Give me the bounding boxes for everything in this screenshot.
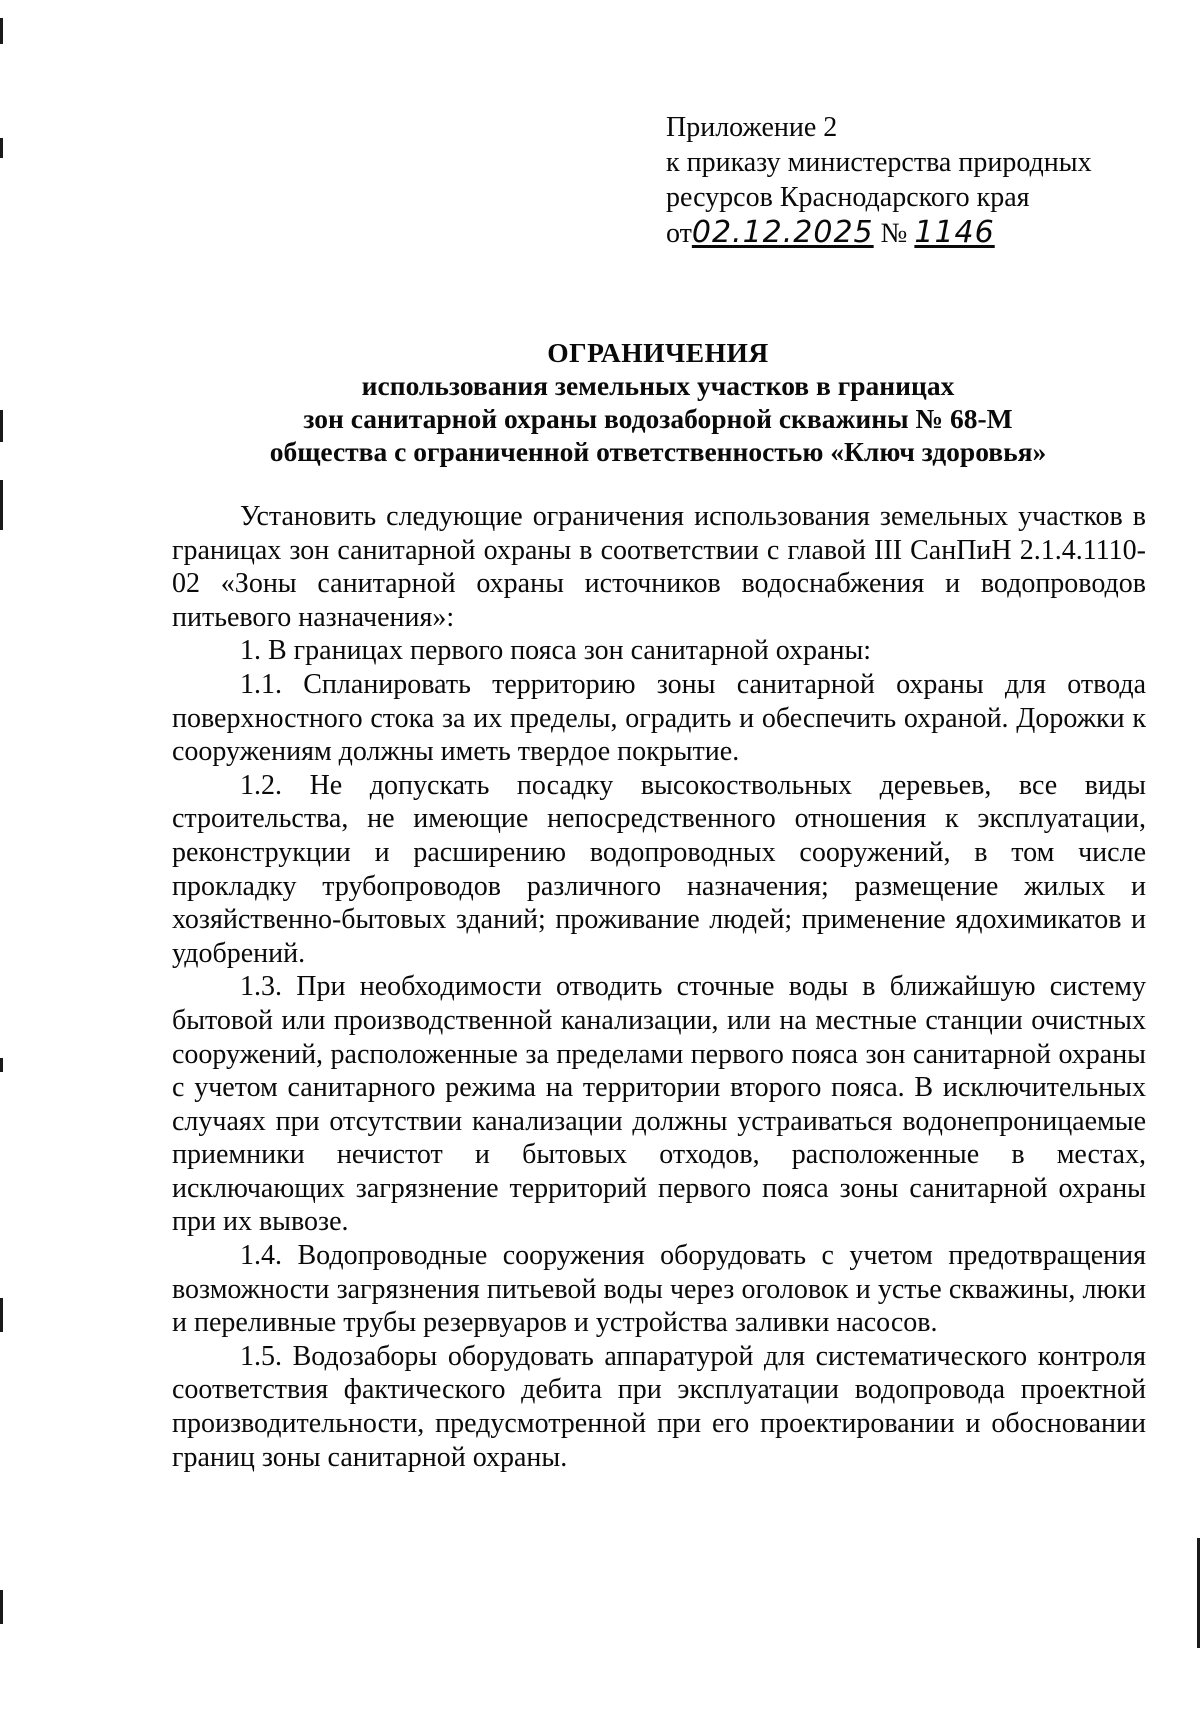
annex-date-line — [666, 215, 1092, 251]
scan-edge-mark — [0, 18, 3, 44]
scan-edge-mark — [0, 410, 3, 442]
document-body — [172, 500, 1146, 1474]
paragraph-1-1: 1.1. Спланировать территорию зоны санитарной охраны для отвода поверхностного стока за их пределы, оградить и обеспечить охраной. Дорожки к сооружениям должны иметь твердое покрытие. — [172, 668, 1146, 768]
handwritten-number: 1146 — [914, 215, 995, 250]
paragraph-intro: Установить следующие ограничения использования земельных участков в границах зон санитарной охраны в соответствии с главой III СанПиН 2.1.4.1110-02 «Зоны санитарной охраны источников водоснабжения и водопроводов питьевого назначения»: — [172, 501, 1146, 633]
title-line-1: использования земельных участков в границах — [361, 370, 955, 401]
paragraph-1-3: 1.3. При необходимости отводить сточные воды в ближайшую систему бытовой или производственной канализации, или на местные станции очистных сооружений, расположенные за пределами первого пояса зон санитарной охраны с учетом санитарного режима на территории второго пояса. В исключительных случаях при отсутствии канализации должны устраиваться водонепроницаемые приемники нечистот и бытовых отходов, расположенные в местах, исключающих загрязнение территорий первого пояса зоны санитарной охраны при их вывозе. — [172, 971, 1146, 1238]
annex-line-2: к приказу министерства природных — [666, 147, 1092, 178]
title-main: ОГРАНИЧЕНИЯ — [547, 337, 769, 368]
scan-edge-mark — [0, 1058, 3, 1072]
annex-header — [666, 110, 1092, 251]
handwritten-date: 02.12.2025 — [691, 215, 874, 250]
title-line-3: общества с ограниченной ответственностью «Ключ здоровья» — [269, 436, 1047, 467]
title-line-2: зон санитарной охраны водозаборной скважины № 68-М — [303, 403, 1013, 434]
paragraph-1-4: 1.4. Водопроводные сооружения оборудовать с учетом предотвращения возможности загрязнения питьевой воды через оголовок и устье скважины, люки и переливные трубы резервуаров и устройства заливки насосов. — [172, 1240, 1146, 1339]
paragraph-1: 1. В границах первого пояса зон санитарной охраны: — [240, 635, 872, 667]
annex-line-1: Приложение 2 — [666, 112, 838, 143]
scan-edge-mark — [0, 1590, 3, 1624]
paragraph-1-2: 1.2. Не допускать посадку высокоствольных деревьев, все виды строительства, не имеющие непосредственного отношения к эксплуатации, реконструкции и расширению водопроводных сооружений, в том числе прокладку трубопроводов различного назначения; размещение жилых и хозяйственно-бытовых зданий; проживание людей; применение ядохимикатов и удобрений. — [172, 769, 1146, 969]
number-prefix: № — [880, 218, 908, 249]
scan-edge-mark — [0, 1298, 3, 1332]
scan-edge-mark — [0, 138, 3, 158]
document-title — [172, 336, 1144, 468]
paragraph-1-5: 1.5. Водозаборы оборудовать аппаратурой для систематического контроля соответствия фактического дебита при эксплуатации водопровода проектной производительности, предусмотренной при его проектировании и обосновании границ зоны санитарной охраны. — [172, 1340, 1146, 1473]
annex-line-3: ресурсов Краснодарского края — [666, 182, 1030, 213]
scan-edge-mark — [0, 480, 3, 530]
date-prefix: от — [666, 218, 692, 249]
